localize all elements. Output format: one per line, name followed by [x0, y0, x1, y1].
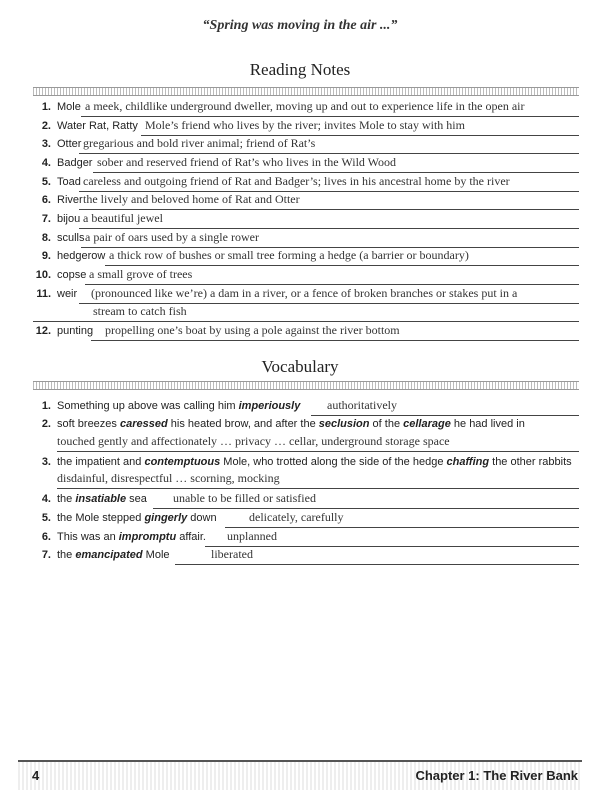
item-number: 9. [41, 250, 51, 262]
answer-line: gregarious and bold river animal; friend of Rat’s [79, 134, 579, 154]
term: Otter [57, 138, 82, 150]
list-item [33, 284, 579, 304]
answer-line: touched gently and affectionately … privacy … cellar, underground storage space [57, 432, 579, 452]
vocab-sentence: the emancipated Mole [57, 549, 170, 561]
list-item [33, 116, 579, 136]
vocab-item [33, 527, 579, 547]
vocab-sentence: soft breezes caressed his heated brow, and after the seclusion of the cellarage he had lived in [57, 418, 525, 430]
page-footer [18, 760, 582, 790]
answer-line: a beautiful jewel [79, 209, 579, 229]
page-number: 4 [32, 768, 40, 783]
item-number: 2. [41, 120, 51, 132]
answer-line: unable to be filled or satisfied [153, 489, 579, 509]
vocab-word: gingerly [144, 512, 188, 524]
item-number: 7. [41, 213, 51, 225]
term: bijou [57, 213, 81, 225]
answer-line: the lively and beloved home of Rat and Otter [79, 190, 579, 210]
item-number: 1. [41, 101, 51, 113]
vocab-sentence: the impatient and contemptuous Mole, who trotted along the side of the hedge chaffing the other rabbits [57, 456, 572, 468]
list-item [33, 172, 579, 192]
vocab-word: emancipated [75, 549, 143, 561]
answer-line: a thick row of bushes or small tree forming a hedge (a barrier or boundary) [105, 246, 579, 266]
list-item [33, 228, 579, 248]
vocab-item [33, 508, 579, 528]
term: Toad [57, 176, 81, 188]
answer-line: liberated [175, 545, 579, 565]
list-item-continuation [57, 469, 579, 488]
answer-line: sober and reserved friend of Rat’s who lives in the Wild Wood [93, 153, 579, 173]
answer-line: stream to catch fish [33, 302, 579, 322]
vocab-sentence: the Mole stepped gingerly down [57, 512, 217, 524]
answer-line: (pronounced like we’re) a dam in a river, or a fence of broken branches or stakes put in a [79, 284, 579, 304]
answer-line: Mole’s friend who lives by the river; invites Mole to stay with him [141, 116, 579, 136]
reading-notes-title: Reading Notes [249, 60, 351, 79]
item-number: 2. [41, 418, 51, 430]
list-item [33, 265, 579, 285]
answer-line: a meek, childlike underground dweller, moving up and out to experience life in the open air [81, 97, 579, 117]
vocab-word: chaffing [446, 456, 490, 468]
vocab-sentence: This was an impromptu affair. [57, 531, 206, 543]
item-number: 5. [41, 176, 51, 188]
list-item [33, 246, 579, 266]
vocab-item [33, 489, 579, 509]
item-number: 6. [41, 531, 51, 543]
vocab-sentence: Something up above was calling him imperiously [57, 400, 301, 412]
section-divider [33, 87, 579, 96]
answer-line: a small grove of trees [85, 265, 579, 285]
term: sculls [57, 232, 85, 244]
term: Mole [57, 101, 81, 113]
vocab-item [33, 545, 579, 565]
item-number: 11. [36, 288, 51, 300]
item-number: 8. [41, 232, 51, 244]
item-number: 4. [41, 157, 51, 169]
vocab-word: cellarage [403, 418, 451, 430]
item-number: 12. [35, 325, 51, 337]
answer-line: unplanned [205, 527, 579, 547]
vocabulary-title: Vocabulary [261, 357, 339, 376]
list-item [33, 153, 579, 173]
section-divider [33, 381, 579, 390]
item-number: 1. [41, 400, 51, 412]
list-item [33, 134, 579, 154]
vocab-word: insatiable [75, 493, 127, 505]
list-item-continuation [57, 432, 579, 451]
list-item [33, 321, 579, 341]
term: hedgerow [57, 250, 106, 262]
vocab-word: impromptu [118, 531, 177, 543]
answer-line: authoritatively [311, 396, 579, 416]
list-item [33, 97, 579, 117]
answer-line: delicately, carefully [225, 508, 579, 528]
vocab-item [33, 414, 579, 434]
list-item-continuation [33, 302, 579, 321]
vocab-word: contemptuous [144, 456, 221, 468]
vocab-word: seclusion [318, 418, 370, 430]
vocab-item [33, 396, 579, 416]
item-number: 10. [35, 269, 51, 281]
term: Water Rat, Ratty [57, 120, 138, 132]
item-number: 3. [41, 456, 51, 468]
answer-line: propelling one’s boat by using a pole against the river bottom [91, 321, 579, 341]
item-number: 3. [41, 138, 51, 150]
vocab-sentence: the insatiable sea [57, 493, 147, 505]
list-item [33, 209, 579, 229]
item-number: 6. [41, 194, 51, 206]
item-number: 7. [41, 549, 51, 561]
vocab-word: imperiously [238, 400, 301, 412]
answer-line: careless and outgoing friend of Rat and Badger’s; lives in his ancestral home by the river [79, 172, 579, 192]
item-number: 5. [41, 512, 51, 524]
term: Badger [57, 157, 93, 169]
term: punting [57, 325, 94, 337]
chapter-title: Chapter 1: The River Bank [415, 768, 578, 783]
term: weir [57, 288, 78, 300]
answer-line: a pair of oars used by a single rower [81, 228, 579, 248]
answer-line: disdainful, disrespectful … scorning, mocking [57, 469, 579, 489]
vocab-word: caressed [119, 418, 168, 430]
list-item [33, 190, 579, 210]
term: copse [57, 269, 87, 281]
chapter-quote: “Spring was moving in the air ...” [202, 18, 398, 33]
item-number: 4. [41, 493, 51, 505]
term: River [57, 194, 83, 206]
